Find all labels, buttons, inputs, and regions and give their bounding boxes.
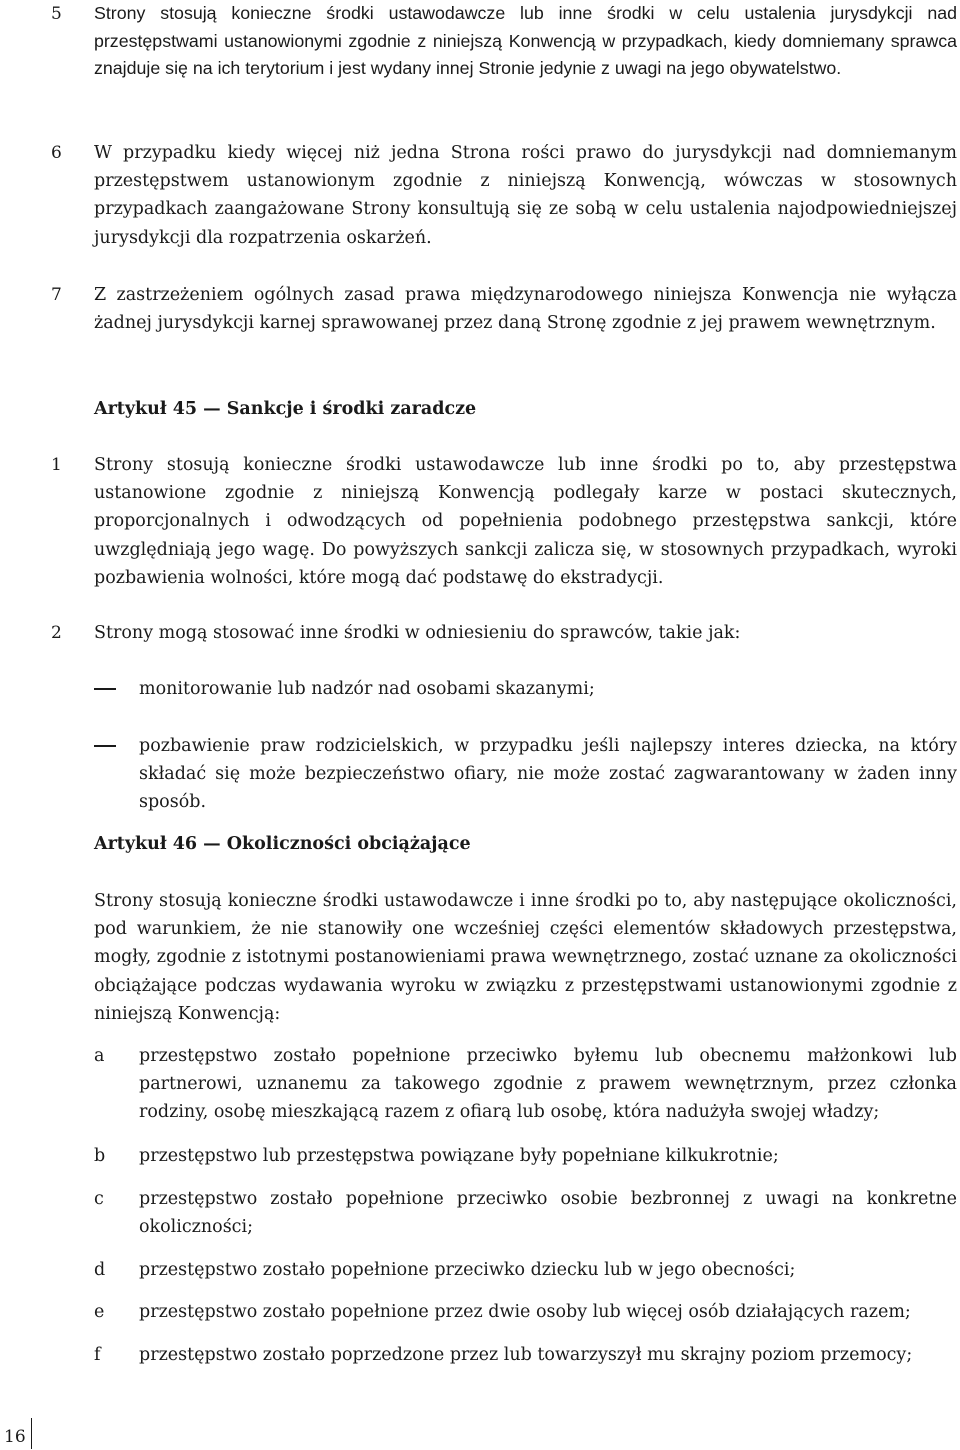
paragraph-text: Strony mogą stosować inne środki w odniesieniu do sprawców, takie jak: [94, 623, 741, 643]
page-number: 16 [4, 1427, 26, 1447]
list-item-text: przestępstwo zostało popełnione przez dwie osoby lub więcej osób działających razem; [139, 1302, 911, 1322]
paragraph-number: 6 [51, 143, 62, 163]
paragraph-text: Strony stosują konieczne środki ustawodawcze lub inne środki w celu ustalenia jurysdykcji nad przestępstwami ustanowionymi zgodnie z niniejszą Konwencją w przypadkach, kiedy domniemany sprawca znajduje się na ich terytorium i jest wydany innej Stronie jedynie z uwagi na jego obywatelstwo. [94, 3, 957, 78]
article-45-heading: Artykuł 45 — Sankcje i środki zaradcze [94, 399, 477, 419]
paragraph-text: W przypadku kiedy więcej niż jedna Strona rości prawo do jurysdykcji nad domniemanym przestępstwem ustanowionym zgodnie z niniejszą Konwencją, wówczas w stosownych przypadkach zaangażowane Strony konsultują się ze sobą w celu ustalenia najodpowiedniejszej jurysdykcji dla rozpatrzenia oskarżeń. [94, 143, 957, 248]
paragraph-text: Strony stosują konieczne środki ustawodawcze i inne środki po to, aby następujące okoliczności, pod warunkiem, że nie stanowiły one wcześniej części elementów składowych przestępstwa, mogły, zgodnie z istotnymi postanowieniami prawa wewnętrznego, zostać uznane za okoliczności obciążające podczas wydawania wyroku w związku z przestępstwami ustanowionymi zgodnie z niniejszą Konwencją: [94, 891, 957, 1024]
paragraph-text: Strony stosują konieczne środki ustawodawcze lub inne środki po to, aby przestępstwa ustanowione zgodnie z niniejszą Konwencją podlegały karze w postaci skutecznych, proporcjonalnych i odwodzących od popełnienia podobnego przestępstwa sankcji, które uwzględniają jego wagę. Do powyższych sankcji zalicza się, w stosownych przypadkach, wyroki pozbawienia wolności, które mogą dać podstawę do ekstradycji. [94, 455, 957, 588]
dash-item-text: monitorowanie lub nadzór nad osobami skazanymi; [139, 679, 595, 699]
dash-bullet [94, 688, 116, 690]
list-item-text: przestępstwo zostało popełnione przeciwko dziecku lub w jego obecności; [139, 1260, 796, 1280]
paragraph-text: Z zastrzeżeniem ogólnych zasad prawa międzynarodowego niniejsza Konwencja nie wyłącza żadnej jurysdykcji karnej sprawowanej przez daną Stronę zgodnie z jej prawem wewnętrznym. [94, 285, 957, 334]
list-letter: d [94, 1260, 106, 1280]
list-letter: e [94, 1302, 105, 1322]
list-item-text: przestępstwo lub przestępstwa powiązane były popełniane kilkukrotnie; [139, 1146, 779, 1166]
paragraph-number: 1 [51, 455, 62, 475]
paragraph-number: 7 [51, 285, 62, 305]
margin-rule [31, 1418, 32, 1449]
list-item-text: przestępstwo zostało poprzedzone przez lub towarzyszył mu skrajny poziom przemocy; [139, 1345, 913, 1365]
list-item-text: przestępstwo zostało popełnione przeciwko osobie bezbronnej z uwagi na konkretne okoliczności; [139, 1189, 957, 1238]
list-letter: f [94, 1345, 101, 1365]
list-letter: c [94, 1189, 104, 1209]
list-letter: b [94, 1146, 106, 1166]
paragraph-number: 2 [51, 623, 62, 643]
dash-item-text: pozbawienie praw rodzicielskich, w przypadku jeśli najlepszy interes dziecka, na który składać się może bezpieczeństwo ofiary, nie może zostać zagwarantowany w żaden inny sposób. [139, 736, 957, 813]
list-letter: a [94, 1046, 105, 1066]
article-46-heading: Artykuł 46 — Okoliczności obciążające [94, 834, 471, 854]
list-item-text: przestępstwo zostało popełnione przeciwko byłemu lub obecnemu małżonkowi lub partnerowi, uznanemu za takowego zgodnie z prawem wewnętrznym, przez członka rodziny, osobę mieszkającą razem z ofiarą lub osobę, która nadużyła swojej władzy; [139, 1046, 957, 1123]
paragraph-number: 5 [51, 4, 62, 24]
dash-bullet [94, 745, 116, 747]
